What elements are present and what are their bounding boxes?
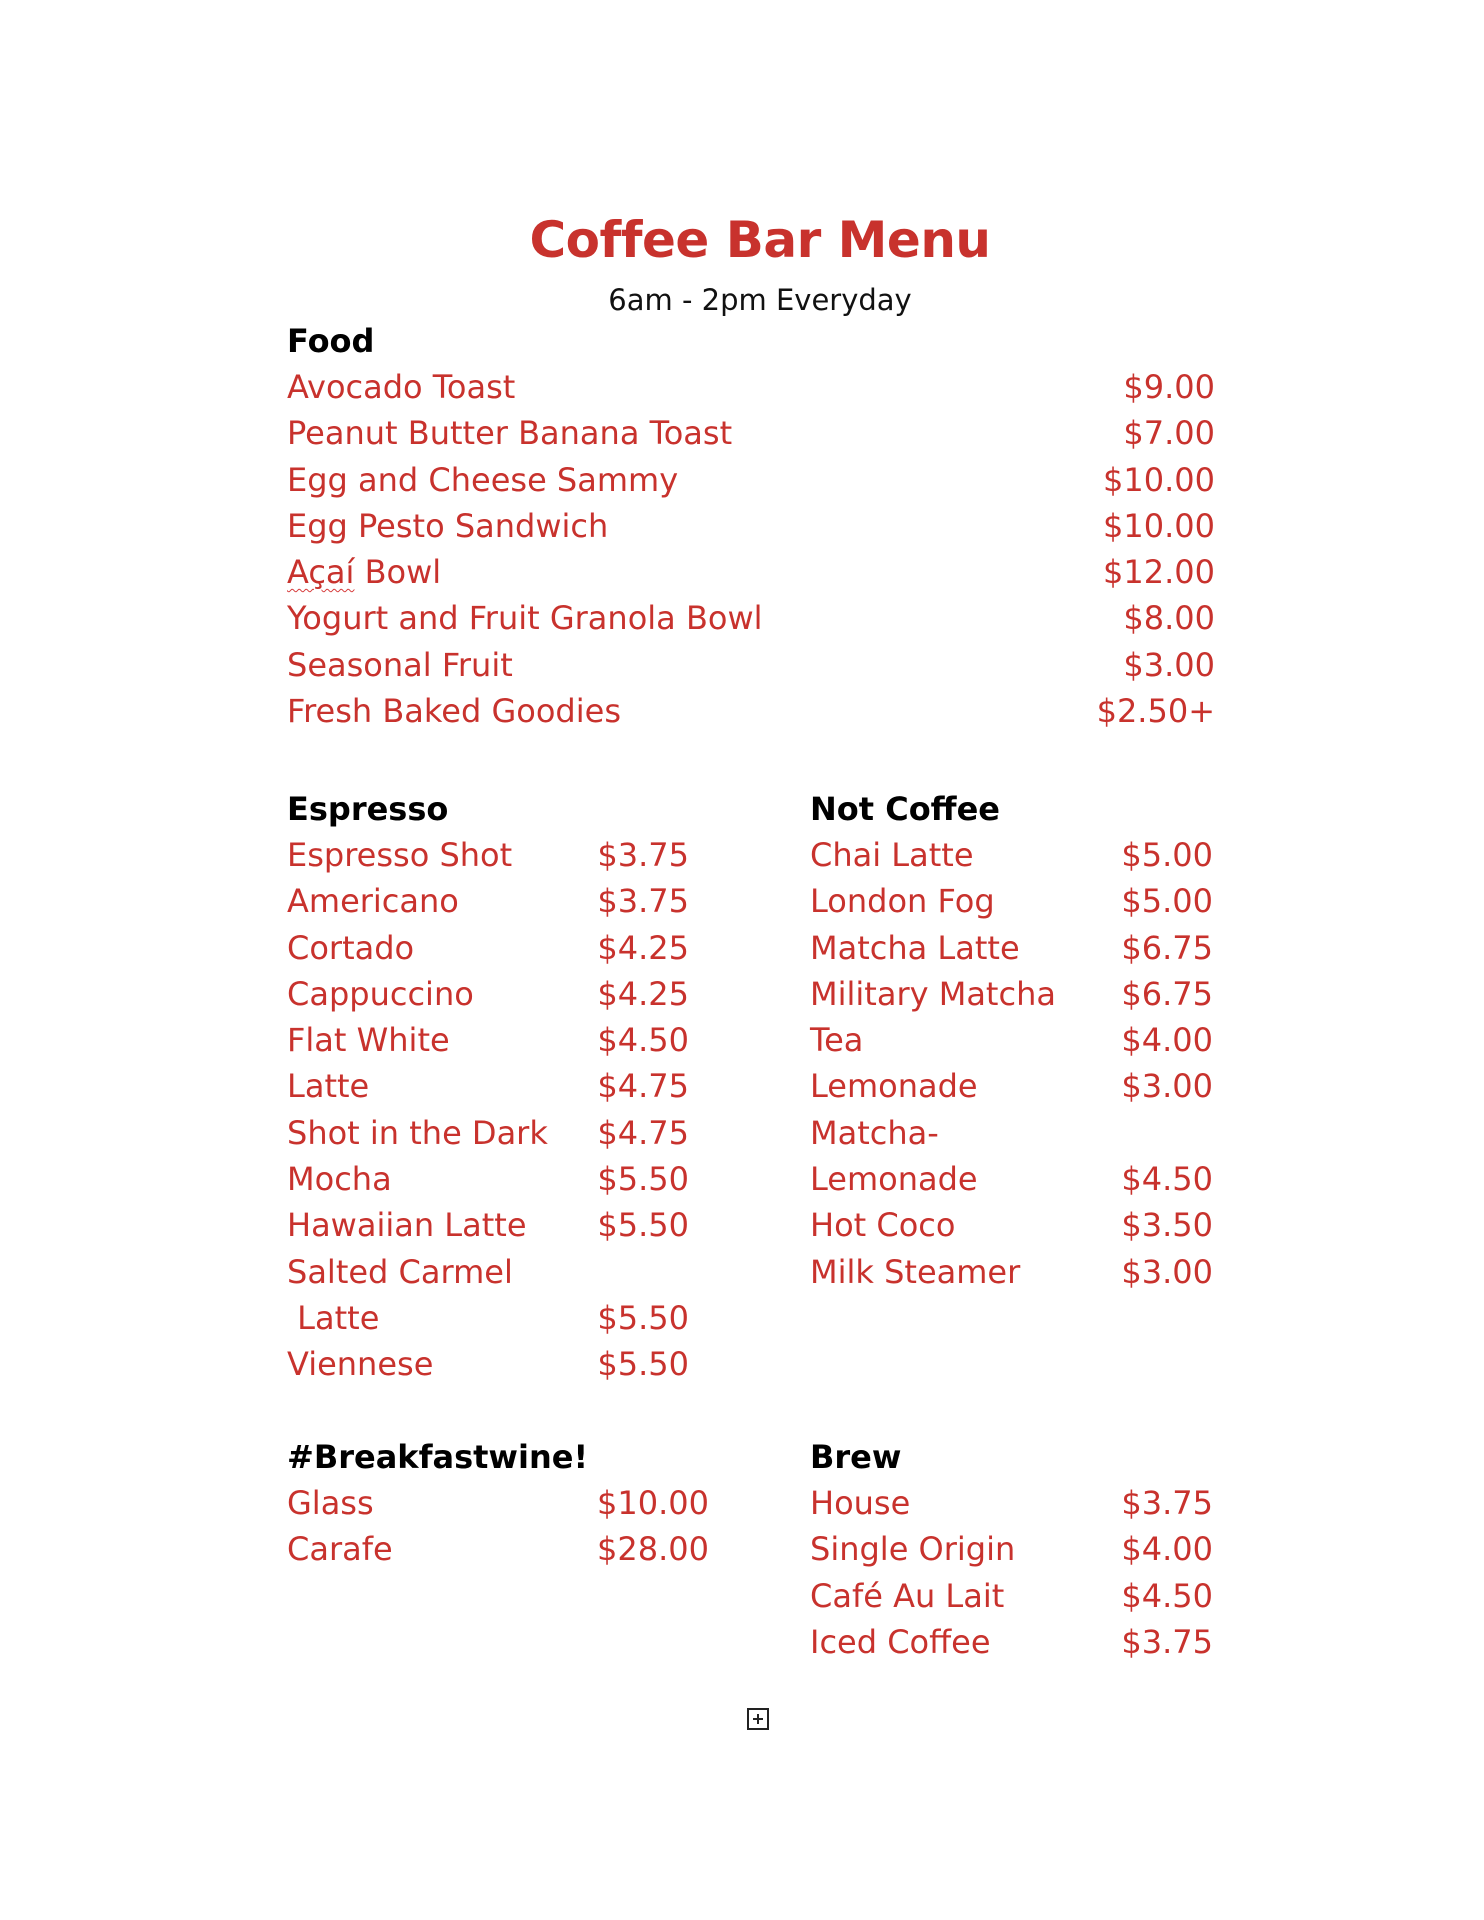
item-price: $4.75 bbox=[597, 1113, 689, 1152]
espresso-section bbox=[287, 786, 689, 1388]
espresso-heading: Espresso bbox=[287, 790, 449, 828]
item-price: $4.50 bbox=[1121, 1576, 1213, 1615]
item-name: Fresh Baked Goodies bbox=[287, 692, 621, 731]
spellcheck-flagged-word[interactable]: Açaí bbox=[287, 553, 355, 592]
espresso-item bbox=[287, 1063, 689, 1109]
not-coffee-section bbox=[810, 786, 1213, 1295]
item-name: Avocado Toast bbox=[287, 368, 516, 406]
not-coffee-item bbox=[810, 971, 1213, 1017]
item-name: Latte bbox=[287, 1067, 370, 1106]
item-price: $10.00 bbox=[1103, 506, 1215, 545]
item-price: $4.50 bbox=[1121, 1160, 1213, 1199]
item-price: $10.00 bbox=[1103, 460, 1215, 499]
item-price: $5.50 bbox=[597, 1206, 689, 1245]
item-price: $2.50+ bbox=[1096, 692, 1215, 731]
item-name: Flat White bbox=[287, 1021, 450, 1060]
item-price: $4.25 bbox=[597, 974, 689, 1013]
item-price: $9.00 bbox=[1123, 368, 1215, 406]
item-name: Espresso Shot bbox=[287, 836, 513, 874]
item-price: $5.00 bbox=[1121, 836, 1213, 874]
item-name: Shot in the Dark bbox=[287, 1113, 548, 1152]
item-name: Hot Coco bbox=[810, 1206, 956, 1245]
espresso-item bbox=[287, 878, 689, 924]
item-name-rest: Bowl bbox=[354, 553, 442, 592]
item-name: Mocha bbox=[287, 1160, 392, 1199]
food-item bbox=[287, 410, 1215, 456]
food-item bbox=[287, 364, 1215, 410]
not-coffee-item bbox=[810, 925, 1213, 971]
item-name: Tea bbox=[810, 1021, 864, 1060]
item-name: Milk Steamer bbox=[810, 1252, 1021, 1291]
item-name: Peanut Butter Banana Toast bbox=[287, 414, 733, 453]
item-name: Latte bbox=[287, 1298, 380, 1337]
item-price: $12.00 bbox=[1103, 553, 1215, 592]
item-name: Matcha Latte bbox=[810, 928, 1020, 967]
breakfast-wine-section bbox=[287, 1434, 709, 1573]
item-name: Egg Pesto Sandwich bbox=[287, 506, 609, 545]
food-item bbox=[287, 595, 1215, 641]
not-coffee-item bbox=[810, 1017, 1213, 1063]
item-name: Cappuccino bbox=[287, 974, 474, 1013]
espresso-item bbox=[287, 925, 689, 971]
item-name: Carafe bbox=[287, 1530, 393, 1569]
espresso-item bbox=[287, 1295, 689, 1341]
item-name: Café Au Lait bbox=[810, 1576, 1005, 1615]
not-coffee-item bbox=[810, 1063, 1213, 1109]
item-price: $3.75 bbox=[597, 882, 689, 921]
item-price: $6.75 bbox=[1121, 928, 1213, 967]
item-price: $3.00 bbox=[1121, 1252, 1213, 1291]
item-name: Matcha- bbox=[810, 1113, 939, 1152]
item-price: $8.00 bbox=[1123, 599, 1215, 638]
brew-item bbox=[810, 1526, 1213, 1572]
item-name: Chai Latte bbox=[810, 836, 974, 874]
espresso-item bbox=[287, 832, 689, 878]
item-name: London Fog bbox=[810, 882, 995, 921]
hours-subtitle: 6am - 2pm Everyday bbox=[608, 283, 912, 317]
espresso-item bbox=[287, 1249, 689, 1295]
brew-heading: Brew bbox=[810, 1438, 902, 1476]
item-price: $5.50 bbox=[597, 1345, 689, 1384]
brew-item bbox=[810, 1619, 1213, 1665]
page-title: Coffee Bar Menu bbox=[529, 211, 991, 269]
brew-section bbox=[810, 1434, 1213, 1665]
item-price: $4.50 bbox=[597, 1021, 689, 1060]
not-coffee-item bbox=[810, 1249, 1213, 1295]
espresso-item bbox=[287, 1156, 689, 1202]
breakfast-wine-item bbox=[287, 1526, 709, 1572]
item-price: $4.75 bbox=[597, 1067, 689, 1106]
espresso-item bbox=[287, 1017, 689, 1063]
breakfast-wine-item bbox=[287, 1480, 709, 1526]
item-price: $3.75 bbox=[597, 836, 689, 874]
food-item bbox=[287, 642, 1215, 688]
item-name: Americano bbox=[287, 882, 459, 921]
item-name: House bbox=[810, 1484, 911, 1522]
item-price: $4.25 bbox=[597, 928, 689, 967]
item-name: Glass bbox=[287, 1484, 374, 1522]
item-name: Salted Carmel bbox=[287, 1252, 513, 1291]
espresso-item bbox=[287, 971, 689, 1017]
item-price: $7.00 bbox=[1123, 414, 1215, 453]
item-price: $5.00 bbox=[1121, 882, 1213, 921]
item-name: Cortado bbox=[287, 928, 415, 967]
item-name: Hawaiian Latte bbox=[287, 1206, 527, 1245]
brew-item bbox=[810, 1480, 1213, 1526]
not-coffee-item bbox=[810, 1156, 1213, 1202]
not-coffee-item bbox=[810, 878, 1213, 924]
food-heading: Food bbox=[287, 322, 375, 360]
food-section bbox=[287, 318, 1215, 734]
item-name: Iced Coffee bbox=[810, 1622, 991, 1661]
breakfast-wine-heading: #Breakfastwine! bbox=[287, 1438, 589, 1476]
espresso-item bbox=[287, 1202, 689, 1248]
item-name: Viennese bbox=[287, 1345, 434, 1384]
add-row-icon[interactable] bbox=[747, 1708, 769, 1730]
food-item bbox=[287, 688, 1215, 734]
item-name: Lemonade bbox=[810, 1067, 978, 1106]
item-price: $5.50 bbox=[597, 1160, 689, 1199]
item-price: $3.00 bbox=[1121, 1067, 1213, 1106]
food-item bbox=[287, 503, 1215, 549]
item-price: $28.00 bbox=[597, 1530, 709, 1569]
item-price: $4.00 bbox=[1121, 1530, 1213, 1569]
item-name: Egg and Cheese Sammy bbox=[287, 460, 679, 499]
item-name: Seasonal Fruit bbox=[287, 645, 513, 684]
food-item bbox=[287, 457, 1215, 503]
item-price: $3.00 bbox=[1123, 645, 1215, 684]
item-name: Single Origin bbox=[810, 1530, 1016, 1569]
item-price: $5.50 bbox=[597, 1298, 689, 1337]
not-coffee-heading: Not Coffee bbox=[810, 790, 1000, 828]
item-price: $6.75 bbox=[1121, 974, 1213, 1013]
item-price: $3.75 bbox=[1121, 1622, 1213, 1661]
item-price: $4.00 bbox=[1121, 1021, 1213, 1060]
item-name: Military Matcha bbox=[810, 974, 1056, 1013]
item-price: $3.50 bbox=[1121, 1206, 1213, 1245]
not-coffee-item bbox=[810, 1202, 1213, 1248]
item-price: $10.00 bbox=[597, 1484, 709, 1522]
food-item bbox=[287, 549, 1215, 595]
item-name: Yogurt and Fruit Granola Bowl bbox=[287, 599, 763, 638]
item-name bbox=[287, 549, 441, 595]
not-coffee-item bbox=[810, 1110, 1213, 1156]
espresso-item bbox=[287, 1341, 689, 1387]
not-coffee-item bbox=[810, 832, 1213, 878]
item-price: $3.75 bbox=[1121, 1484, 1213, 1522]
brew-item bbox=[810, 1573, 1213, 1619]
item-name: Lemonade bbox=[810, 1160, 978, 1199]
espresso-item bbox=[287, 1110, 689, 1156]
